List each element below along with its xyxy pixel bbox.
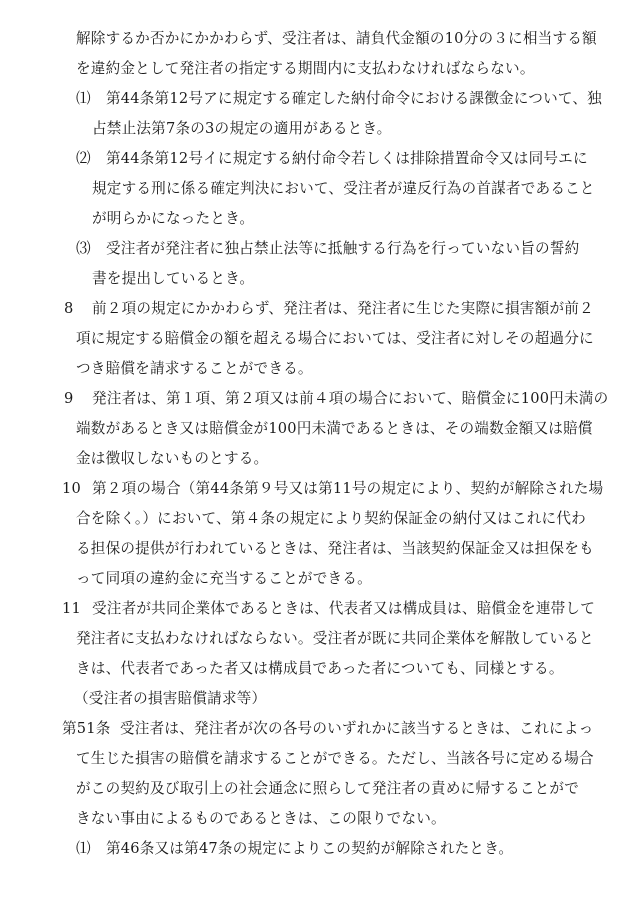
text-line: きは、代表者であった者又は構成員であった者についても、同様とする。 (76, 660, 564, 677)
text-line: 規定する刑に係る確定判決において、受注者が違反行為の首謀者であること (92, 180, 595, 197)
text-line: 項に規定する賠償金の額を超える場合においては、受注者に対しその超過分に (76, 330, 594, 347)
text-line: つき賠償を請求することができる。 (76, 360, 313, 377)
subitem-1-label: ⑴ (76, 840, 91, 857)
subitem-2-text: 第44条第12号イに規定する納付命令若しくは排除措置命令又は同号エに (106, 150, 588, 167)
paragraph-8-text: 前２項の規定にかかわらず、発注者は、発注者に生じた実際に損害額が前２ (92, 300, 594, 317)
text-line: って同項の違約金に充当することができる。 (76, 570, 372, 587)
text-line: 解除するか否かにかかわらず、受注者は、請負代金額の10分の３に相当する額 (76, 30, 597, 47)
text-line: て生じた損害の賠償を請求することができる。ただし、当該各号に定める場合 (76, 750, 594, 767)
paragraph-8-number: 8 (64, 300, 74, 317)
text-line: 発注者に支払わなければならない。受注者が既に共同企業体を解散していると (76, 630, 594, 647)
subitem-2-label: ⑵ (76, 150, 91, 167)
text-line: 書を提出しているとき。 (92, 270, 255, 287)
article-heading: （受注者の損害賠償請求等） (74, 690, 267, 707)
subitem-1-text: 第44条第12号アに規定する確定した納付命令における課徴金について、独 (106, 90, 602, 107)
paragraph-10-number: 10 (62, 480, 81, 497)
text-line: る担保の提供が行われているときは、発注者は、当該契約保証金又は担保をも (76, 540, 594, 557)
subitem-1-label: ⑴ (76, 90, 91, 107)
subitem-3-text: 受注者が発注者に独占禁止法等に抵触する行為を行っていない旨の誓約 (106, 240, 580, 257)
text-line: 合を除く。）において、第４条の規定により契約保証金の納付又はこれに代わ (76, 510, 586, 527)
article-51-text: 受注者は、発注者が次の各号のいずれかに該当するときは、これによっ (120, 720, 594, 737)
paragraph-9-text: 発注者は、第１項、第２項又は前４項の場合において、賠償金に100円未満の (92, 390, 609, 407)
paragraph-10-text: 第２項の場合（第44条第９号又は第11号の規定により、契約が解除された場 (92, 480, 604, 497)
subitem-1-text: 第46条又は第47条の規定によりこの契約が解除されたとき。 (106, 840, 514, 857)
text-line: 金は徴収しないものとする。 (76, 450, 269, 467)
text-line: を違約金として発注者の指定する期間内に支払わなければならない。 (76, 60, 535, 77)
paragraph-11-number: 11 (62, 600, 81, 617)
text-line: がこの契約及び取引上の社会通念に照らして発注者の責めに帰することがで (76, 780, 579, 797)
text-line: 占禁止法第7条の3の規定の適用があるとき。 (92, 120, 392, 137)
text-line: が明らかになったとき。 (92, 210, 255, 227)
text-line: きない事由によるものであるときは、この限りでない。 (76, 810, 446, 827)
article-51-number: 第51条 (62, 720, 111, 737)
paragraph-11-text: 受注者が共同企業体であるときは、代表者又は構成員は、賠償金を連帯して (92, 600, 595, 617)
text-line: 端数があるとき又は賠償金が100円未満であるときは、その端数金額又は賠償 (76, 420, 593, 437)
paragraph-9-number: 9 (64, 390, 74, 407)
subitem-3-label: ⑶ (76, 240, 91, 257)
